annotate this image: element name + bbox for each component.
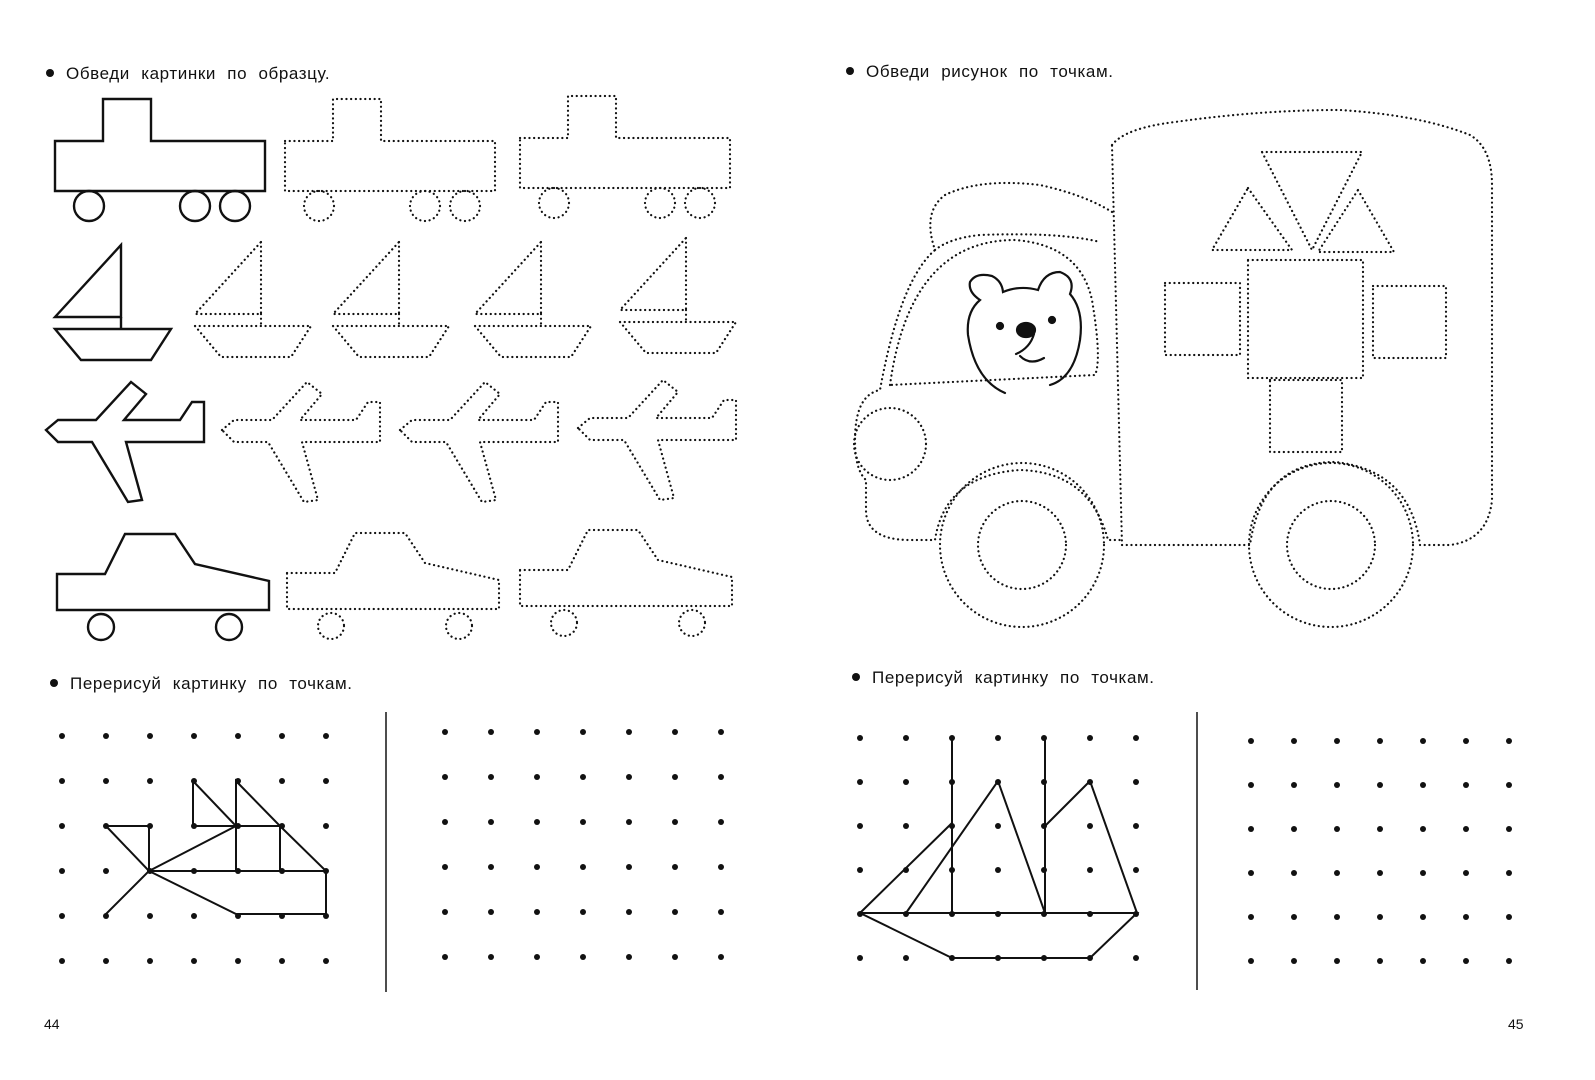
grid-dot: [235, 958, 241, 964]
instruction-text: Перерисуй картинку по точкам.: [872, 668, 1155, 687]
ship-drawing: [860, 738, 1137, 958]
grid-dot: [857, 779, 863, 785]
grid-dot: [626, 909, 632, 915]
instruction-text: Обведи картинки по образцу.: [66, 64, 331, 83]
grid-dot: [672, 909, 678, 915]
truck-trace-1: [285, 99, 495, 221]
grid-dot: [1420, 826, 1426, 832]
grid-dot: [1463, 782, 1469, 788]
grid-dot: [442, 729, 448, 735]
grid-dot: [59, 868, 65, 874]
sailboat-trace-4: [620, 238, 736, 353]
grid-dot: [59, 958, 65, 964]
grid-dot: [59, 823, 65, 829]
grid-dot: [1463, 958, 1469, 964]
grid-dot: [103, 958, 109, 964]
grid-dot: [1087, 867, 1093, 873]
grid-dot: [580, 774, 586, 780]
grid-dot: [1506, 914, 1512, 920]
grid-dot: [1463, 826, 1469, 832]
grid-dot: [147, 913, 153, 919]
grid-dot: [488, 819, 494, 825]
dot-grid-empty-left: [442, 729, 724, 960]
grid-dot: [1377, 826, 1383, 832]
grid-dot: [147, 958, 153, 964]
airplane-trace-2: [400, 382, 558, 502]
grid-dot: [1506, 870, 1512, 876]
car-trace-2: [520, 530, 732, 636]
grid-dot: [1248, 782, 1254, 788]
grid-dot: [1420, 738, 1426, 744]
grid-dot: [1506, 782, 1512, 788]
grid-dot: [1133, 779, 1139, 785]
grid-dot: [235, 733, 241, 739]
grid-dot: [718, 819, 724, 825]
grid-dot: [1334, 826, 1340, 832]
grid-dot: [103, 868, 109, 874]
grid-dot: [672, 864, 678, 870]
grid-dot: [857, 867, 863, 873]
sailboat-trace-2: [333, 242, 449, 357]
grid-dot: [488, 954, 494, 960]
grid-dot: [672, 954, 678, 960]
grid-dot: [1133, 735, 1139, 741]
grid-dot: [903, 735, 909, 741]
airplane-trace-3: [578, 380, 736, 500]
grid-dot: [1248, 870, 1254, 876]
grid-dot: [442, 774, 448, 780]
grid-dot: [995, 823, 1001, 829]
grid-dot: [1248, 826, 1254, 832]
grid-dot: [1463, 738, 1469, 744]
grid-dot: [534, 864, 540, 870]
grid-dot: [1377, 958, 1383, 964]
grid-dot: [59, 778, 65, 784]
grid-dot: [1291, 738, 1297, 744]
grid-dot: [323, 958, 329, 964]
grid-dot: [534, 954, 540, 960]
grid-dot: [103, 733, 109, 739]
grid-dot: [191, 733, 197, 739]
grid-dot: [1420, 870, 1426, 876]
grid-dot: [279, 778, 285, 784]
grid-dot: [488, 864, 494, 870]
grid-dot: [1506, 738, 1512, 744]
grid-dot: [626, 954, 632, 960]
grid-dot: [626, 864, 632, 870]
grid-dot: [1463, 870, 1469, 876]
grid-dot: [442, 819, 448, 825]
grid-dot: [1334, 782, 1340, 788]
grid-dot: [534, 729, 540, 735]
grid-dot: [857, 823, 863, 829]
helicopter-drawing: [106, 781, 326, 914]
grid-dot: [903, 823, 909, 829]
page-number-right: 45: [1508, 1016, 1524, 1032]
grid-dot: [1377, 914, 1383, 920]
grid-dot: [626, 819, 632, 825]
grid-dot: [857, 735, 863, 741]
grid-dot: [323, 778, 329, 784]
grid-dot: [534, 909, 540, 915]
page-number-left: 44: [44, 1016, 60, 1032]
grid-dot: [147, 778, 153, 784]
grid-dot: [323, 733, 329, 739]
sailboat-sample: [55, 245, 171, 360]
grid-dot: [1377, 738, 1383, 744]
grid-dot: [323, 823, 329, 829]
bear-face: [968, 272, 1081, 393]
grid-dot: [626, 774, 632, 780]
grid-dot: [995, 735, 1001, 741]
grid-dot: [626, 729, 632, 735]
truck-trace-2: [520, 96, 730, 218]
grid-dot: [442, 864, 448, 870]
grid-dot: [580, 819, 586, 825]
grid-dot: [672, 774, 678, 780]
sailboat-trace-3: [475, 242, 591, 357]
grid-dot: [1463, 914, 1469, 920]
grid-dot: [1334, 738, 1340, 744]
grid-dot: [718, 909, 724, 915]
car-sample: [57, 534, 269, 640]
grid-dot: [1334, 870, 1340, 876]
grid-dot: [191, 913, 197, 919]
grid-dot: [279, 733, 285, 739]
grid-dot: [672, 729, 678, 735]
grid-dot: [59, 913, 65, 919]
grid-dot: [1506, 958, 1512, 964]
grid-dot: [1420, 914, 1426, 920]
airplane-sample: [46, 382, 204, 502]
grid-dot: [147, 733, 153, 739]
grid-dot: [534, 819, 540, 825]
grid-dot: [488, 774, 494, 780]
grid-dot: [580, 729, 586, 735]
grid-dot: [1291, 826, 1297, 832]
grid-dot: [442, 954, 448, 960]
grid-dot: [718, 729, 724, 735]
grid-dot: [857, 955, 863, 961]
grid-dot: [1377, 782, 1383, 788]
grid-dot: [1291, 870, 1297, 876]
airplane-trace-1: [222, 382, 380, 502]
grid-dot: [718, 954, 724, 960]
grid-dot: [103, 778, 109, 784]
car-trace-1: [287, 533, 499, 639]
grid-dot: [903, 955, 909, 961]
grid-dot: [1248, 958, 1254, 964]
dot-grid-empty-right: [1248, 738, 1512, 964]
grid-dot: [1133, 867, 1139, 873]
van-trace: [854, 110, 1492, 627]
grid-dot: [488, 729, 494, 735]
grid-dot: [1420, 958, 1426, 964]
grid-dot: [580, 954, 586, 960]
grid-dot: [488, 909, 494, 915]
grid-dot: [1420, 782, 1426, 788]
grid-dot: [59, 733, 65, 739]
grid-dot: [442, 909, 448, 915]
grid-dot: [1377, 870, 1383, 876]
dot-grid-ship: [857, 735, 1139, 961]
grid-dot: [1133, 823, 1139, 829]
grid-dot: [1291, 782, 1297, 788]
truck-sample: [55, 99, 265, 221]
instruction-text: Перерисуй картинку по точкам.: [70, 674, 353, 693]
grid-dot: [1506, 826, 1512, 832]
grid-dot: [279, 958, 285, 964]
instruction-text: Обведи рисунок по точкам.: [866, 62, 1114, 81]
grid-dot: [1248, 914, 1254, 920]
grid-dot: [1291, 958, 1297, 964]
grid-dot: [1133, 955, 1139, 961]
grid-dot: [191, 958, 197, 964]
grid-dot: [1248, 738, 1254, 744]
grid-dot: [1291, 914, 1297, 920]
grid-dot: [903, 779, 909, 785]
grid-dot: [1087, 735, 1093, 741]
grid-dot: [672, 819, 678, 825]
grid-dot: [995, 867, 1001, 873]
grid-dot: [1334, 914, 1340, 920]
grid-dot: [1334, 958, 1340, 964]
grid-dot: [1087, 823, 1093, 829]
grid-dot: [580, 864, 586, 870]
grid-dot: [718, 774, 724, 780]
sailboat-trace-1: [195, 242, 311, 357]
grid-dot: [534, 774, 540, 780]
grid-dot: [718, 864, 724, 870]
grid-dot: [580, 909, 586, 915]
